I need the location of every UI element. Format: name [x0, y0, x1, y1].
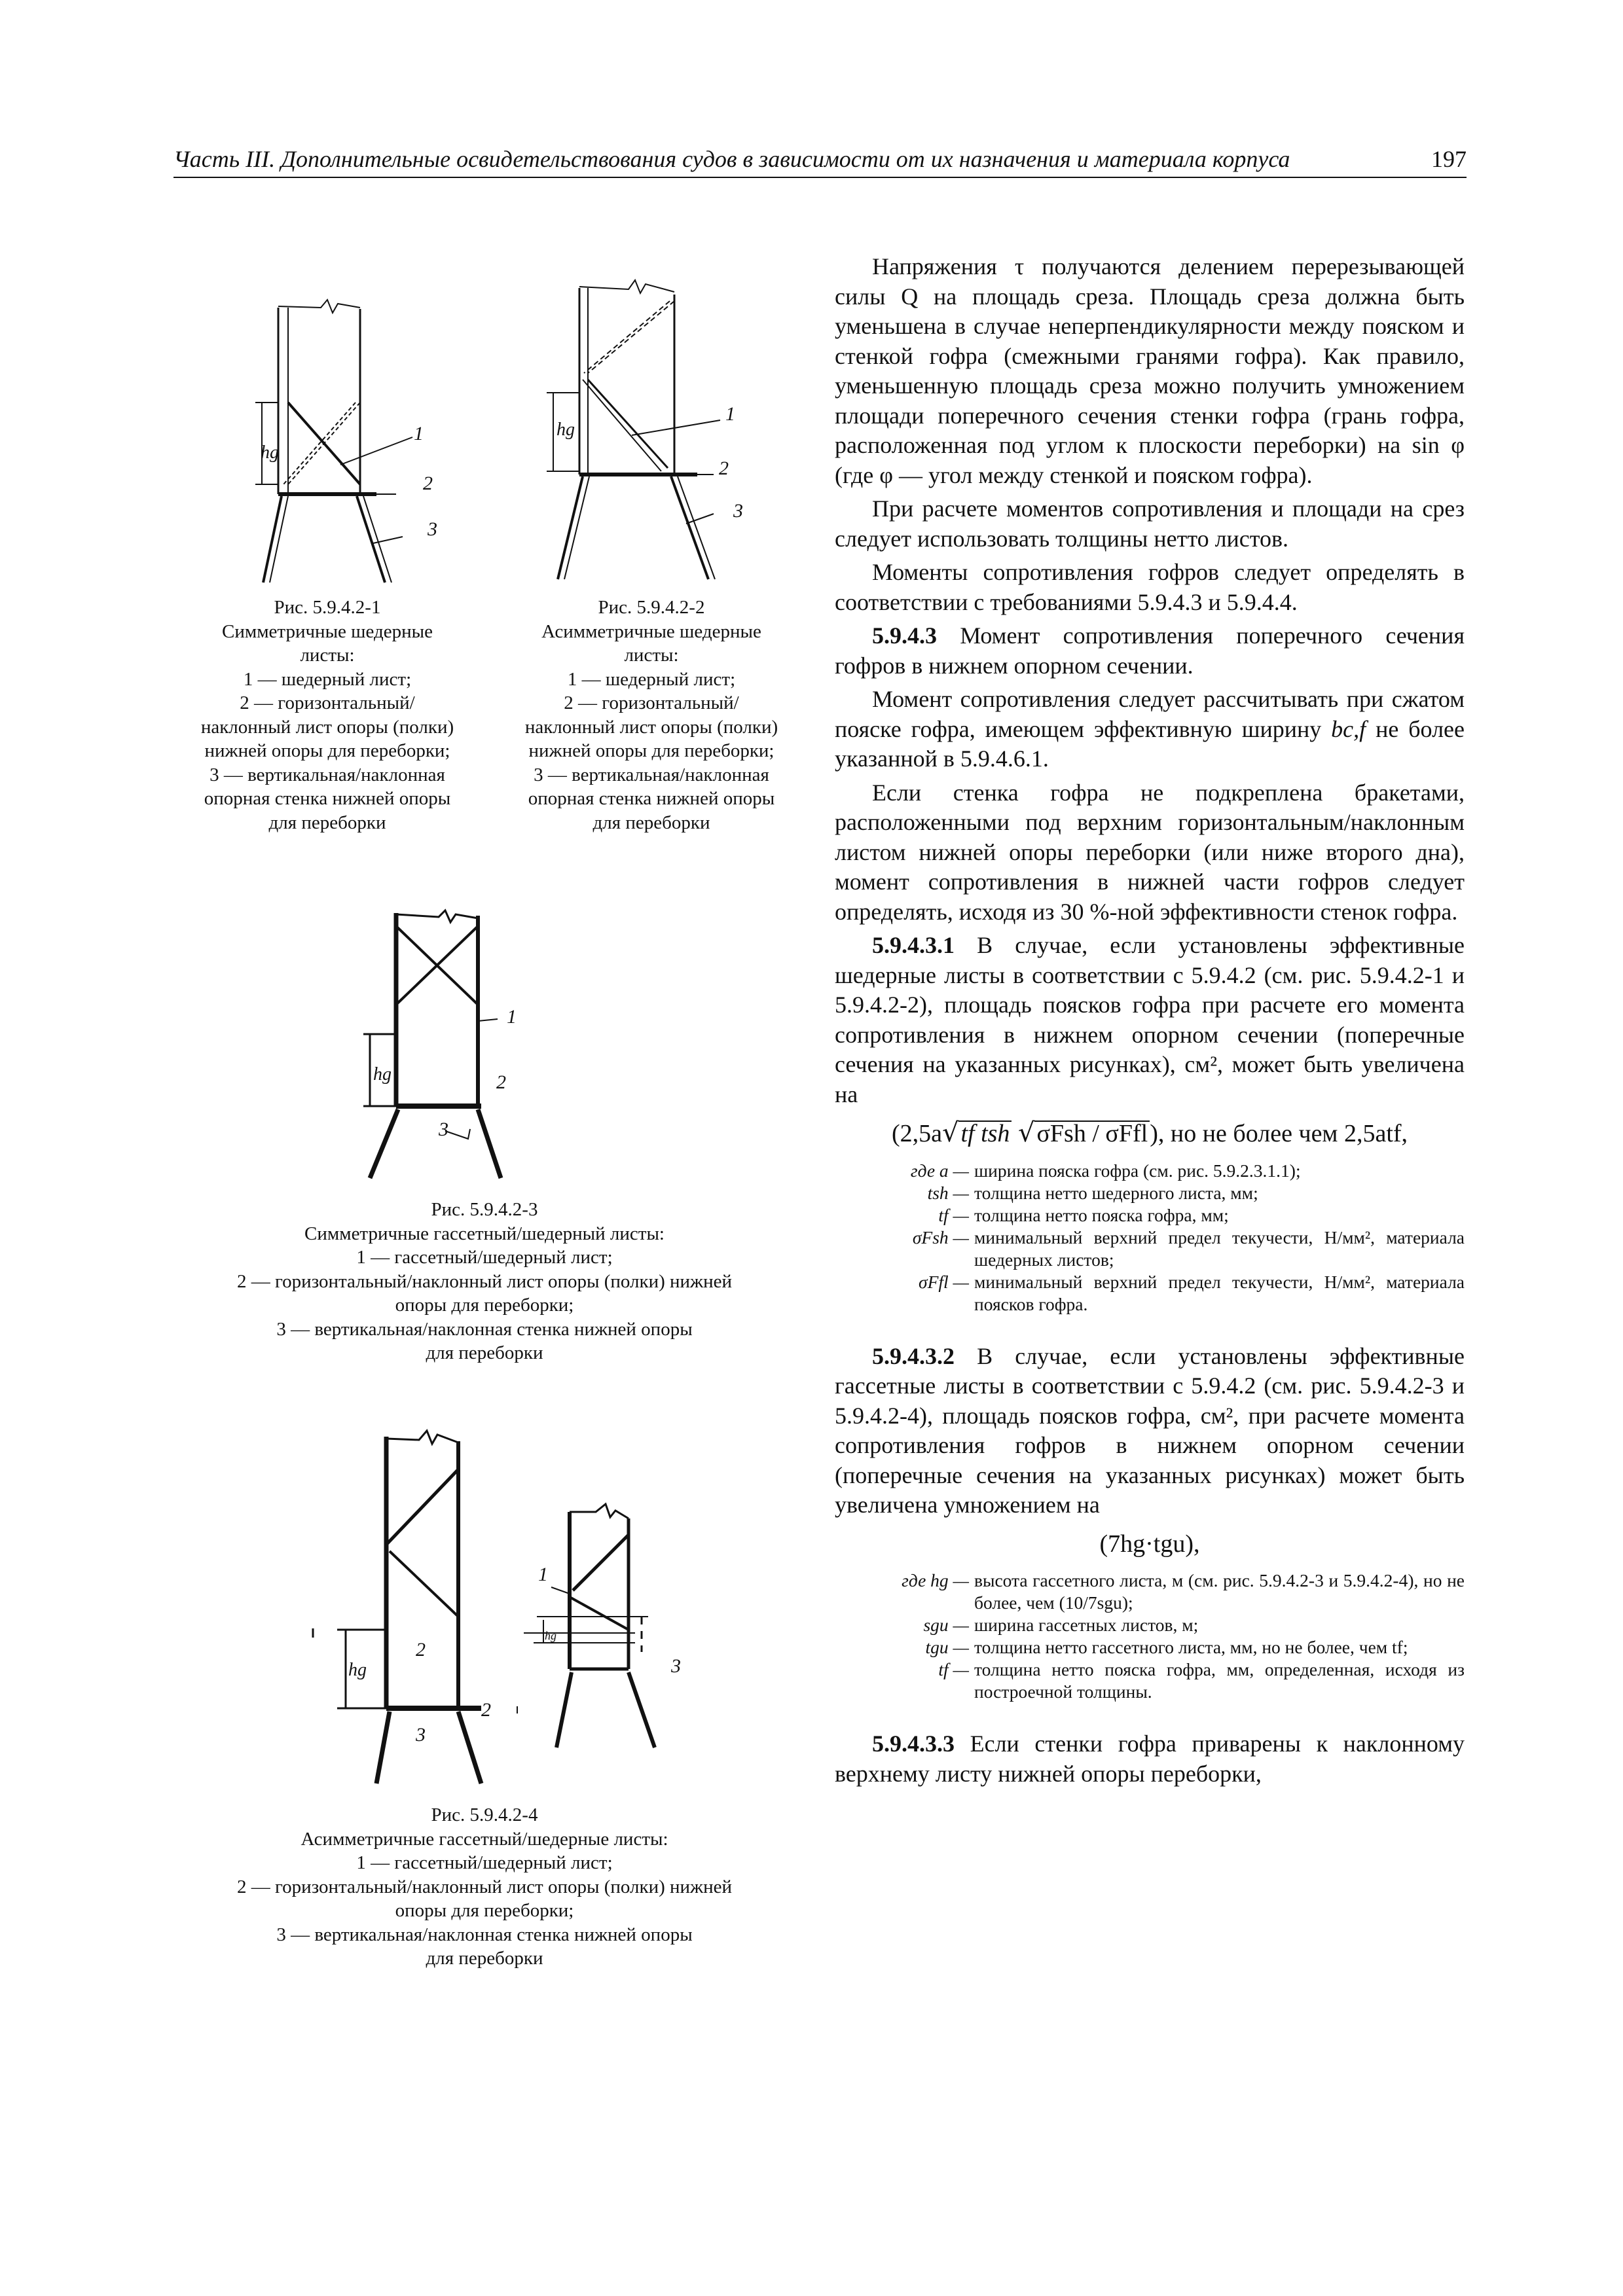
caption-line: 2 — горизонтальный/наклонный лист опоры (полки) нижней: [237, 1876, 732, 1897]
formula-radicand: tf tsh: [958, 1121, 1012, 1145]
fig4-label-3a: 3: [416, 1724, 426, 1746]
section-5-9-4-3-2: [835, 1342, 1465, 1520]
fig2-label-1: 1: [725, 403, 735, 425]
section-5-9-4-3-3: [835, 1729, 1465, 1789]
caption-line: 2 — горизонтальный/: [240, 692, 415, 713]
caption-line: наклонный лист опоры (полки): [524, 716, 778, 738]
caption-line: 2 — горизонтальный/наклонный лист опоры (полки) нижней: [237, 1270, 732, 1292]
caption-line: 3 — вертикальная/наклонная: [534, 764, 769, 785]
paragraph: При расчете моментов сопротивления и площади на срез следует использовать толщины нетто листов.: [835, 495, 1465, 552]
formula-2: (7hg·tgu),: [1099, 1530, 1200, 1558]
fig3-hg-label: hg: [373, 1064, 392, 1085]
fig1-caption: [177, 596, 478, 834]
def-text: минимальный верхний предел текучести, Н/мм², материала шедерных листов;: [974, 1227, 1465, 1270]
fig1-hg-label: hg: [261, 442, 279, 463]
caption-line: листы:: [300, 645, 355, 666]
fig4-hg-label-2: hg: [545, 1629, 556, 1642]
figure-5-9-4-2-3: [340, 906, 589, 1194]
caption-line: 2 — горизонтальный/: [564, 692, 739, 713]
fig4-hg-label: hg: [348, 1660, 367, 1680]
section-text: Если стенки гофра приварены к наклонному верхнему листу нижней опоры переборки,: [835, 1731, 1465, 1787]
caption-line: опоры для переборки;: [395, 1900, 574, 1921]
def-text: ширина пояска гофра (см. рис. 5.9.2.3.1.1);: [974, 1160, 1301, 1181]
figure-5-9-4-2-1: [216, 288, 504, 589]
caption-line: для переборки: [426, 1948, 543, 1969]
def-text: толщина нетто пояска гофра, мм;: [974, 1204, 1229, 1225]
def-symbol: sgu —: [923, 1615, 969, 1635]
definition-item: [835, 1204, 1465, 1227]
section-5-9-4-3: [835, 621, 1465, 681]
fig3-label-1: 1: [507, 1006, 517, 1028]
caption-line: Асимметричные гассетный/шедерные листы:: [301, 1828, 668, 1850]
definition-item: [835, 1227, 1465, 1271]
section-text: В случае, если установлены эффективные гассетные листы в соответствии с 5.9.4.2 (см. рис. 5.9.4.2-3 и 5.9.4.2-4), площадь поясков гофра, см², при расчете момента сопротивления гофров в нижнем опорном сечении (поперечные сечения на указанных рисунках) может быть увеличена умножением на: [835, 1342, 1465, 1518]
fig4-label-2a: 2: [416, 1639, 426, 1660]
formula-radicand: σFsh / σFfl: [1034, 1121, 1150, 1145]
def-symbol: где a —: [910, 1160, 969, 1181]
caption-line: 1 — гассетный/шедерный лист;: [356, 1852, 613, 1873]
caption-line: опорная стенка нижней опоры: [528, 788, 775, 809]
section-text: В случае, если установлены эффективные шедерные листы в соответствии с 5.9.4.2 (см. рис. 5.9.4.2-1 и 5.9.4.2-2), площадь поясков гофра при расчете его момента сопротивления в нижнем опорном сечении (поперечные сечения на указанных рисунках), см², может быть увеличена на: [835, 932, 1465, 1107]
definition-item: [835, 1271, 1465, 1316]
def-symbol: tf —: [938, 1659, 969, 1679]
caption-line: 1 — шедерный лист;: [243, 668, 412, 690]
paragraph: [835, 685, 1465, 774]
fig2-hg-label: hg: [556, 420, 575, 440]
caption-line: Асимметричные шедерные: [541, 620, 761, 642]
paragraph: Напряжения τ получаются делением перерезывающей силы Q на площадь среза. Площадь среза должна быть уменьшена в случае неперпендикулярности между пояском и стенкой гофра (смежными гранями гофра). Как правило, уменьшенную площадь среза можно получить умножением площади поперечного сечения стенки гофра (грань гофра, расположенная под углом к плоскости переборки) на sin φ (где φ — угол между стенкой и пояском гофра).: [835, 253, 1465, 488]
fig4-label-2b: 2: [481, 1699, 491, 1721]
def-symbol: tgu —: [925, 1637, 969, 1657]
formula-1: (2,5a√tf tsh √σFsh / σFfl), но не более чем 2,5atf,: [891, 1118, 1408, 1148]
definition-item: [835, 1659, 1465, 1703]
caption-line: Симметричные шедерные: [221, 620, 433, 642]
fig2-caption: [501, 596, 802, 834]
def-symbol: tsh —: [927, 1182, 969, 1203]
section-number: 5.9.4.3: [872, 622, 937, 649]
section-number: 5.9.4.3.2: [872, 1342, 955, 1369]
definition-item: [835, 1182, 1465, 1204]
fig1-label-2: 2: [423, 473, 433, 494]
fig2-label-2: 2: [719, 457, 729, 479]
formula-part: (2,5a: [891, 1120, 942, 1147]
right-column: [835, 252, 1465, 1789]
running-title: Часть III. Дополнительные освидетельствования судов в зависимости от их назначения и материала корпуса: [173, 146, 1290, 172]
caption-line: Рис. 5.9.4.2-3: [431, 1199, 538, 1220]
caption-line: наклонный лист опоры (полки): [200, 716, 454, 738]
caption-line: Рис. 5.9.4.2-4: [431, 1804, 538, 1825]
section-text: Момент сопротивления поперечного сечения гофров в нижнем опорном сечении.: [835, 622, 1465, 679]
caption-line: для переборки: [593, 812, 710, 833]
definition-item: [835, 1160, 1465, 1182]
section-5-9-4-3-1: [835, 931, 1465, 1109]
formula-part: ), но не более чем 2,5atf,: [1150, 1120, 1408, 1147]
page-header: [173, 143, 1467, 178]
page-number: 197: [1431, 146, 1467, 172]
caption-line: нижней опоры для переборки;: [528, 740, 775, 761]
def-symbol: где hg —: [902, 1570, 969, 1590]
caption-line: 3 — вертикальная/наклонная: [210, 764, 445, 785]
fig4-caption: [173, 1803, 795, 1971]
caption-line: 1 — гассетный/шедерный лист;: [356, 1247, 613, 1268]
caption-line: 1 — шедерный лист;: [567, 668, 736, 690]
fig1-label-1: 1: [414, 423, 424, 444]
caption-line: 3 — вертикальная/наклонная стенка нижней опоры: [276, 1924, 693, 1945]
def-text: высота гассетного листа, м (см. рис. 5.9.4.2-3 и 5.9.4.2-4), но не более, чем (10/7sgu);: [974, 1570, 1465, 1613]
caption-line: опоры для переборки;: [395, 1295, 574, 1316]
fig3-label-3: 3: [439, 1119, 448, 1140]
definition-item: [835, 1570, 1465, 1614]
figure-5-9-4-2-2: [517, 275, 792, 589]
figure-5-9-4-2-4: [308, 1420, 714, 1793]
def-symbol: σFfl —: [919, 1271, 969, 1292]
caption-line: Симметричные гассетный/шедерный листы:: [304, 1223, 665, 1244]
fig3-caption: [173, 1198, 795, 1365]
section-number: 5.9.4.3.1: [872, 932, 955, 958]
text-run: не более указанной в 5.9.4.6.1.: [835, 715, 1465, 772]
def-text: ширина гассетных листов, м;: [974, 1615, 1199, 1635]
caption-line: для переборки: [268, 812, 386, 833]
fig1-label-3: 3: [428, 518, 437, 540]
caption-line: нижней опоры для переборки;: [204, 740, 450, 761]
paragraph: Если стенка гофра не подкреплена бракетами, расположенными под верхним горизонтальным/наклонным листом нижней опоры переборки (или ниже второго дна), момент сопротивления в нижней части гофров следует определять, исходя из 30 %-ной эффективности стенок гофра.: [835, 779, 1465, 925]
text-run: Момент сопротивления следует рассчитывать при сжатом пояске гофра, имеющем эффективную ширину: [835, 686, 1465, 742]
paragraph: Моменты сопротивления гофров следует определять в соответствии с требованиями 5.9.4.3 и 5.9.4.4.: [835, 559, 1465, 615]
fig4-label-3b: 3: [671, 1655, 681, 1677]
caption-line: Рис. 5.9.4.2-1: [274, 597, 381, 618]
caption-line: Рис. 5.9.4.2-2: [598, 597, 705, 618]
definitions-1: [835, 1160, 1465, 1316]
caption-line: листы:: [624, 645, 679, 666]
def-text: толщина нетто пояска гофра, мм, определенная, исходя из построечной толщины.: [974, 1659, 1465, 1702]
fig4-label-1: 1: [538, 1564, 548, 1585]
caption-line: для переборки: [426, 1342, 543, 1363]
def-symbol: tf —: [938, 1204, 969, 1225]
definitions-2: [835, 1570, 1465, 1703]
caption-line: опорная стенка нижней опоры: [204, 788, 451, 809]
definition-item: [835, 1614, 1465, 1636]
fig2-label-3: 3: [733, 500, 743, 522]
section-number: 5.9.4.3.3: [872, 1731, 955, 1757]
def-text: толщина нетто шедерного листа, мм;: [974, 1182, 1258, 1203]
caption-line: 3 — вертикальная/наклонная стенка нижней опоры: [276, 1318, 693, 1340]
definition-item: [835, 1636, 1465, 1659]
fig3-label-2: 2: [496, 1071, 506, 1093]
symbol: bc,f: [1331, 715, 1366, 742]
def-text: толщина нетто гассетного листа, мм, но не более, чем tf;: [974, 1637, 1408, 1657]
def-text: минимальный верхний предел текучести, Н/мм², материала поясков гофра.: [974, 1271, 1465, 1314]
def-symbol: σFsh —: [912, 1227, 969, 1247]
